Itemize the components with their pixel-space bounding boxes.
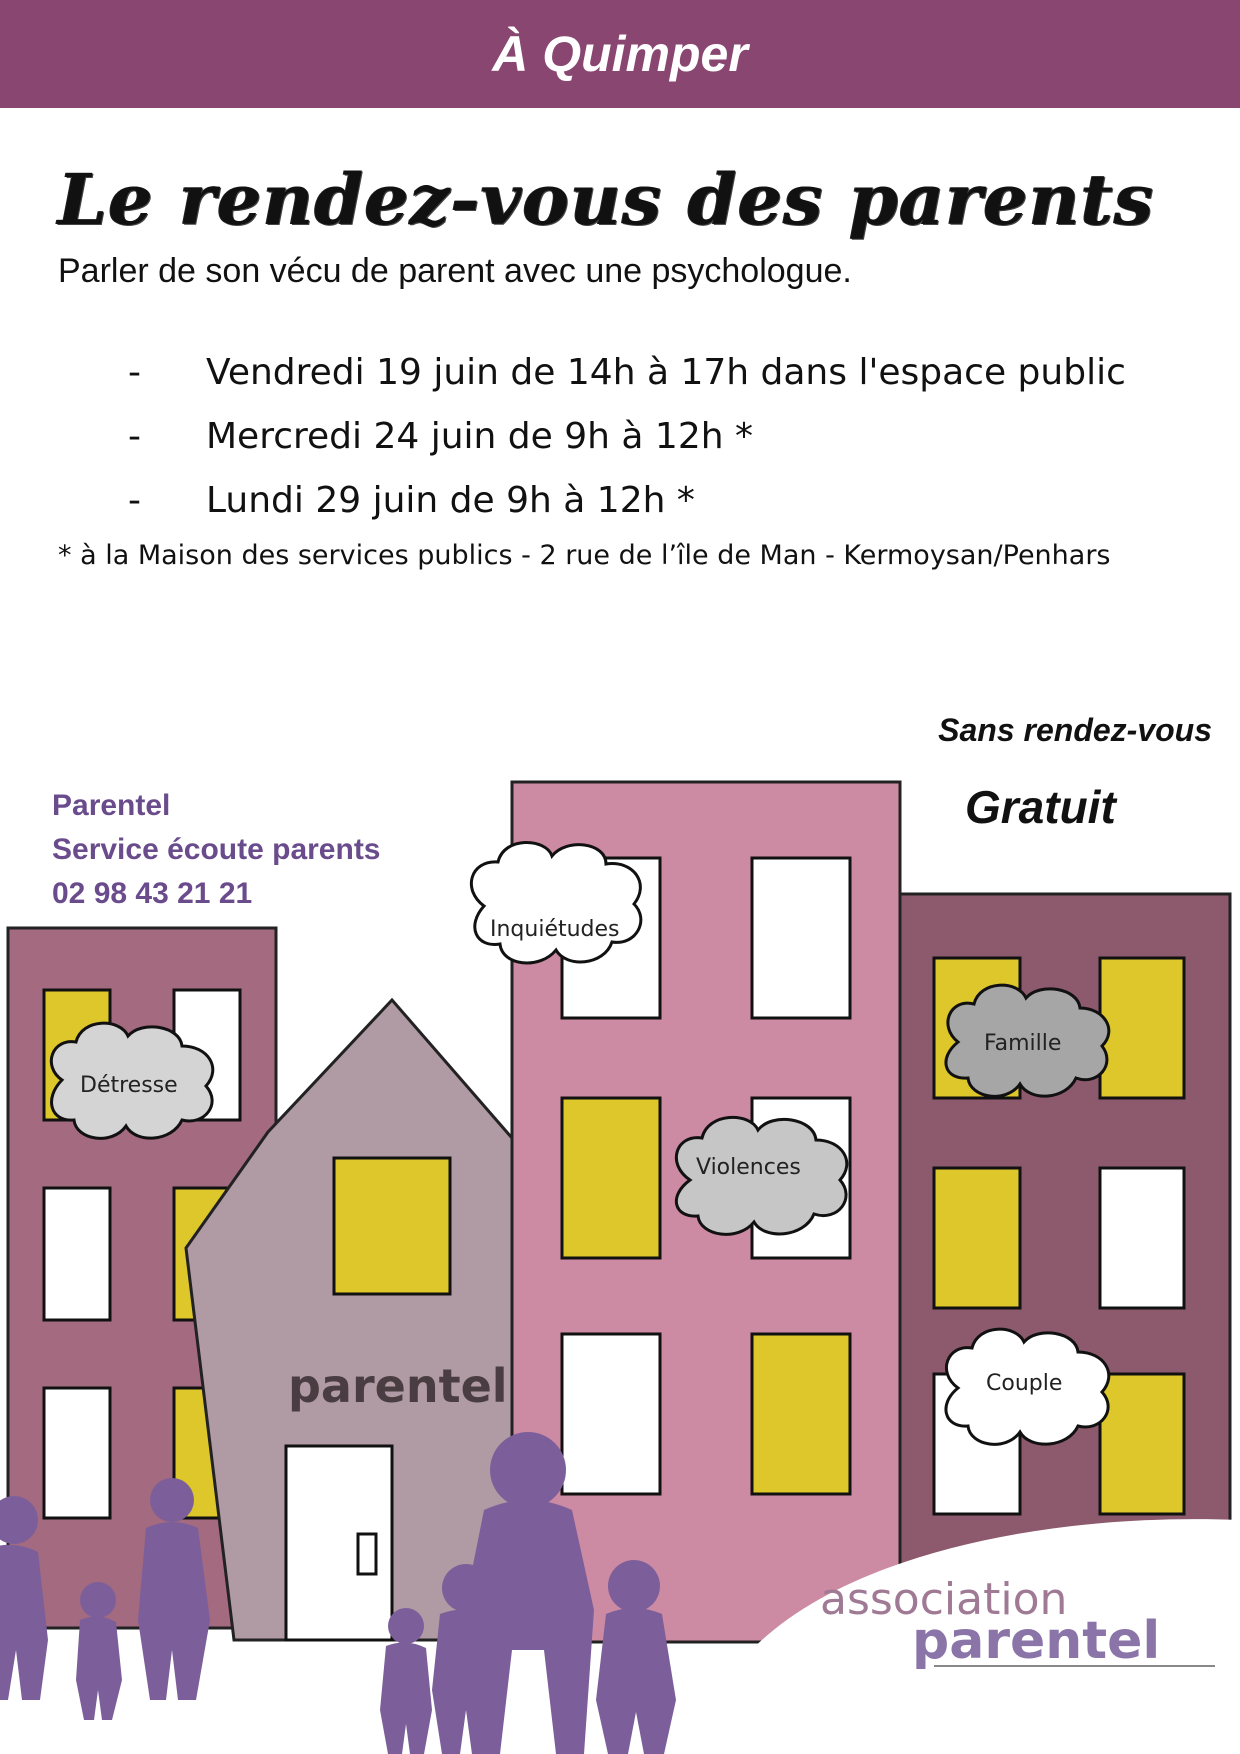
contact-service: Service écoute parents — [52, 833, 381, 866]
contact-block — [52, 784, 381, 916]
window — [1100, 1168, 1184, 1308]
window — [562, 1334, 660, 1494]
house-sign: parentel — [288, 1359, 508, 1413]
contact-phone: 02 98 43 21 21 — [52, 877, 253, 910]
list-bullet: - — [128, 352, 141, 393]
cloud-label: Couple — [986, 1371, 1063, 1396]
window — [1100, 958, 1184, 1098]
window — [1100, 1374, 1184, 1514]
free-badge: Gratuit — [965, 781, 1116, 833]
poster-title: Le rendez-vous des parents — [58, 158, 1155, 241]
no-appointment-badge: Sans rendez-vous — [938, 712, 1212, 748]
window — [562, 1098, 660, 1258]
cloud-label: Violences — [696, 1155, 801, 1180]
location-note: * à la Maison des services publics - 2 rue de l’île de Man - Kermoysan/Penhars — [58, 540, 1111, 571]
poster-subtitle: Parler de son vécu de parent avec une psychologue. — [58, 252, 852, 290]
logo-parentel: parentel — [912, 1611, 1161, 1671]
contact-name: Parentel — [52, 789, 171, 822]
list-bullet: - — [128, 480, 141, 521]
date-text: Mercredi 24 juin de 9h à 12h * — [206, 416, 753, 457]
window — [44, 1388, 110, 1518]
date-text: Vendredi 19 juin de 14h à 17h dans l'espace public — [206, 352, 1126, 393]
window — [334, 1158, 450, 1294]
logo-association: association — [820, 1574, 1068, 1625]
cloud-label: Inquiétudes — [490, 917, 620, 942]
window — [934, 1168, 1020, 1308]
location-title: À Quimper — [492, 26, 748, 82]
window — [44, 1188, 110, 1320]
cloud-label: Détresse — [80, 1073, 178, 1098]
date-text: Lundi 29 juin de 9h à 12h * — [206, 480, 695, 521]
list-bullet: - — [128, 416, 141, 457]
window — [752, 858, 850, 1018]
door-handle — [358, 1534, 376, 1574]
window — [752, 1334, 850, 1494]
cloud-label: Famille — [984, 1031, 1062, 1056]
